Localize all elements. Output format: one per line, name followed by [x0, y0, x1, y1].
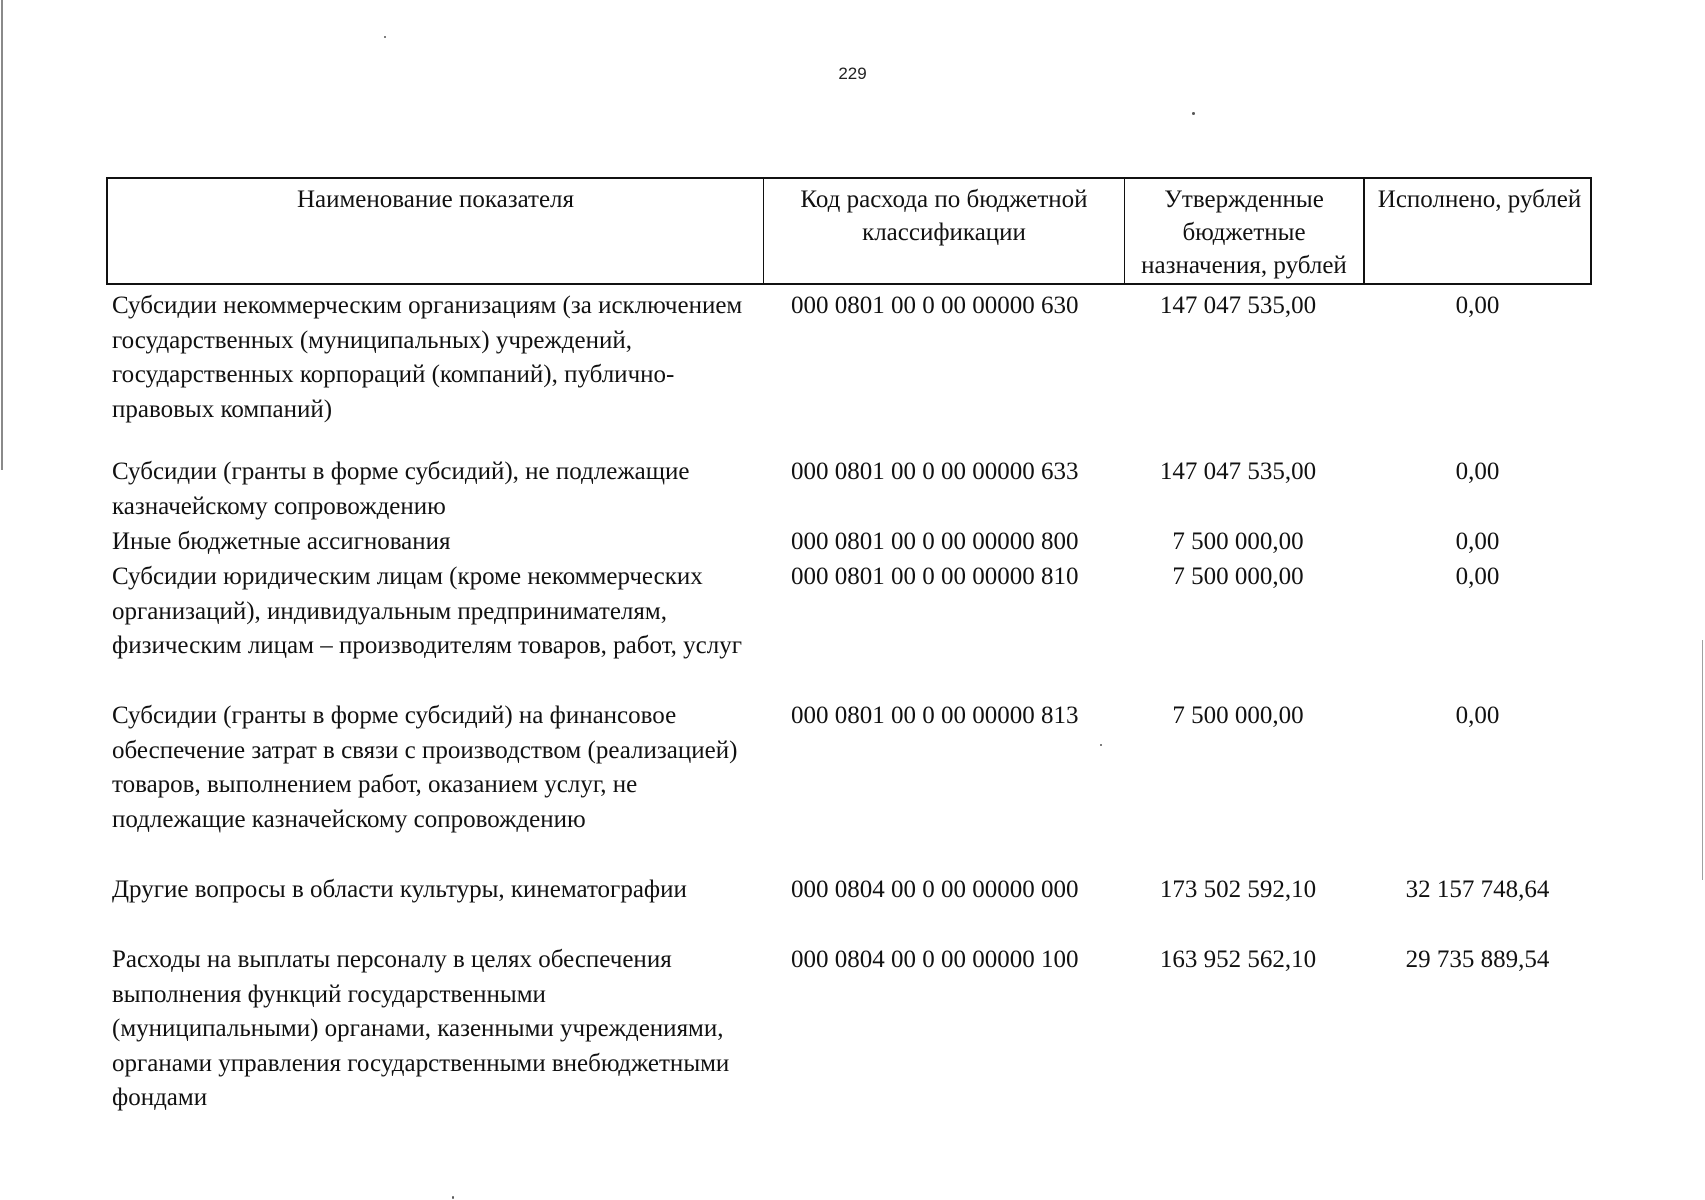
row-code: 000 0801 00 0 00 00000 630 [791, 292, 1079, 319]
scan-edge-right [1702, 640, 1703, 880]
scan-speck [384, 36, 386, 38]
header-name: Наименование показателя [108, 179, 764, 283]
table-row [106, 699, 1592, 873]
budget-table [106, 177, 1592, 1118]
row-approved: 7 500 000,00 [1172, 563, 1304, 590]
row-executed: 0,00 [1455, 563, 1500, 590]
row-name: Субсидии (гранты в форме субсидий), не подлежащие казначейскому сопровождению [112, 458, 690, 520]
page-number: 229 [838, 64, 867, 83]
row-code: 000 0801 00 0 00 00000 813 [791, 702, 1079, 729]
row-name: Другие вопросы в области культуры, кинематографии [112, 876, 687, 903]
row-executed: 0,00 [1455, 528, 1500, 555]
row-name: Субсидии юридическим лицам (кроме некоммерческих организаций), индивидуальным предпринимателям, физическим лицам – производителям товаров, работ, услуг [112, 563, 743, 659]
table-row [106, 560, 1592, 699]
table-row [106, 525, 1592, 560]
table-header [106, 177, 1592, 285]
scan-speck [452, 1196, 454, 1199]
row-code: 000 0801 00 0 00 00000 633 [791, 458, 1079, 485]
row-approved: 7 500 000,00 [1172, 528, 1304, 555]
row-approved: 147 047 535,00 [1159, 292, 1317, 319]
header-executed: Исполнено, рублей [1377, 186, 1582, 213]
table-row [106, 943, 1592, 1118]
row-name: Субсидии некоммерческим организациям (за исключением государственных (муниципальных) учреждений, государственных корпораций (компаний), публично-правовых компаний) [112, 292, 743, 423]
scan-speck [1192, 112, 1195, 115]
row-code: 000 0801 00 0 00 00000 810 [791, 563, 1079, 590]
table-row [106, 873, 1592, 943]
row-executed: 32 157 748,64 [1405, 876, 1550, 903]
header-code: Код расхода по бюджетной классификации [764, 179, 1125, 283]
row-code: 000 0801 00 0 00 00000 800 [791, 528, 1079, 555]
row-name: Иные бюджетные ассигнования [112, 528, 451, 555]
row-executed: 29 735 889,54 [1405, 946, 1550, 973]
row-code: 000 0804 00 0 00 00000 000 [791, 876, 1079, 903]
row-approved: 163 952 562,10 [1159, 946, 1317, 973]
row-executed: 0,00 [1455, 458, 1500, 485]
row-executed: 0,00 [1455, 702, 1500, 729]
row-executed: 0,00 [1455, 292, 1500, 319]
row-approved: 147 047 535,00 [1159, 458, 1317, 485]
row-name: Расходы на выплаты персоналу в целях обеспечения выполнения функций государственными (муниципальными) органами, казенными учреждениями, органами управления государственными внебюджетными фондами [112, 946, 730, 1111]
row-code: 000 0804 00 0 00 00000 100 [791, 946, 1079, 973]
row-name: Субсидии (гранты в форме субсидий) на финансовое обеспечение затрат в связи с производством (реализацией) товаров, выполнением работ, оказанием услуг, не подлежащие казначейскому сопровождению [112, 702, 738, 833]
table-body [106, 285, 1592, 1118]
row-approved: 173 502 592,10 [1159, 876, 1317, 903]
header-approved: Утвержденные бюджетные назначения, рублей [1125, 179, 1365, 283]
row-approved: 7 500 000,00 [1172, 702, 1304, 729]
table-row [106, 455, 1592, 525]
table-row [106, 285, 1592, 455]
